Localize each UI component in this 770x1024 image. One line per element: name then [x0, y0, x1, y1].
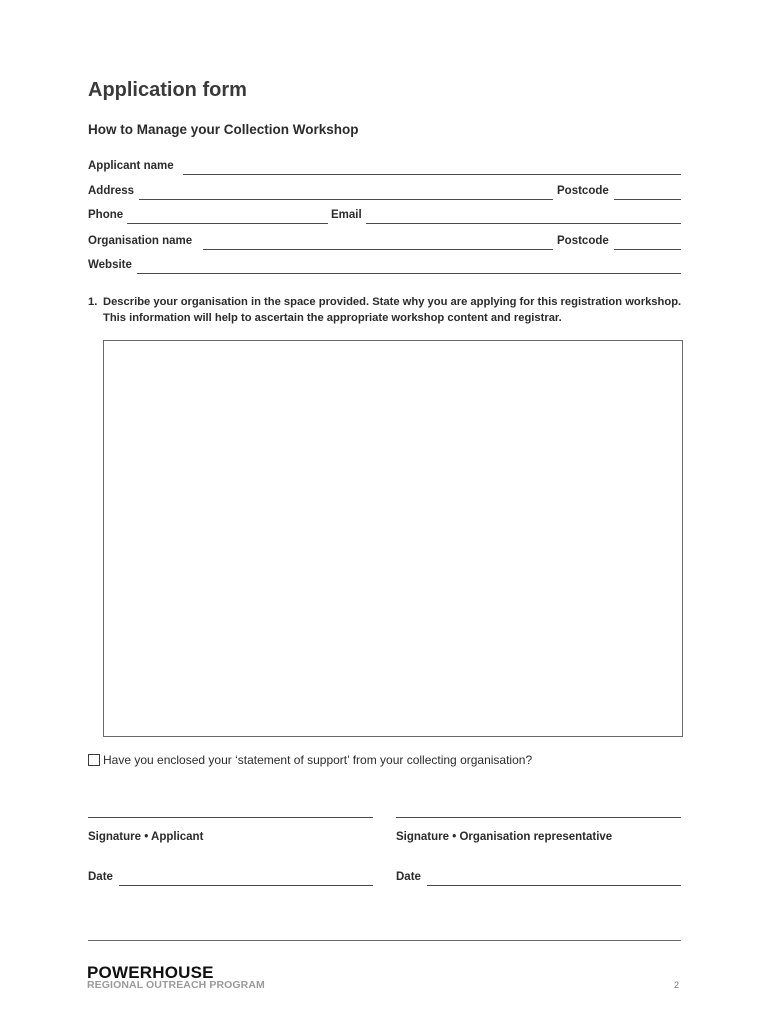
program-name: REGIONAL OUTREACH PROGRAM — [87, 979, 265, 991]
organisation-postcode-field[interactable] — [614, 249, 681, 250]
applicant-signature-field[interactable] — [88, 817, 373, 818]
applicant-date-label: Date — [88, 871, 113, 883]
phone-label: Phone — [88, 209, 124, 221]
statement-of-support-label: Have you enclosed your ‘statement of support’ from your collecting organisation? — [103, 753, 533, 767]
question-1 — [88, 295, 688, 326]
representative-signature-field[interactable] — [396, 817, 681, 818]
website-label: Website — [88, 259, 132, 271]
email-label: Email — [331, 209, 362, 221]
representative-date-field[interactable] — [427, 885, 681, 886]
postcode-label: Postcode — [557, 185, 609, 197]
organisation-name-field[interactable] — [203, 249, 553, 250]
applicant-name-label: Applicant name — [88, 160, 174, 172]
website-field[interactable] — [137, 273, 681, 274]
form-subtitle: How to Manage your Collection Workshop — [88, 122, 359, 137]
postcode-field[interactable] — [614, 199, 681, 200]
powerhouse-logo: POWERHOUSE — [87, 963, 214, 982]
footer-divider — [88, 940, 681, 941]
statement-of-support-checkbox[interactable] — [88, 754, 100, 766]
representative-date-label: Date — [396, 871, 421, 883]
phone-field[interactable] — [127, 223, 328, 224]
address-field[interactable] — [139, 199, 553, 200]
question-text: Describe your organisation in the space provided. State why you are applying for this registration workshop. This information will help to ascertain the appropriate workshop content and registrar. — [103, 296, 682, 324]
applicant-date-field[interactable] — [119, 885, 373, 886]
representative-signature-label: Signature • Organisation representative — [396, 831, 613, 843]
organisation-description-textarea[interactable] — [103, 340, 683, 737]
email-field[interactable] — [366, 223, 681, 224]
question-number: 1. — [88, 296, 98, 308]
applicant-signature-label: Signature • Applicant — [88, 831, 204, 843]
organisation-name-label: Organisation name — [88, 235, 193, 247]
applicant-name-field[interactable] — [183, 174, 681, 175]
organisation-postcode-label: Postcode — [557, 235, 609, 247]
address-label: Address — [88, 185, 135, 197]
page-number: 2 — [674, 980, 680, 990]
page-title: Application form — [88, 79, 247, 101]
